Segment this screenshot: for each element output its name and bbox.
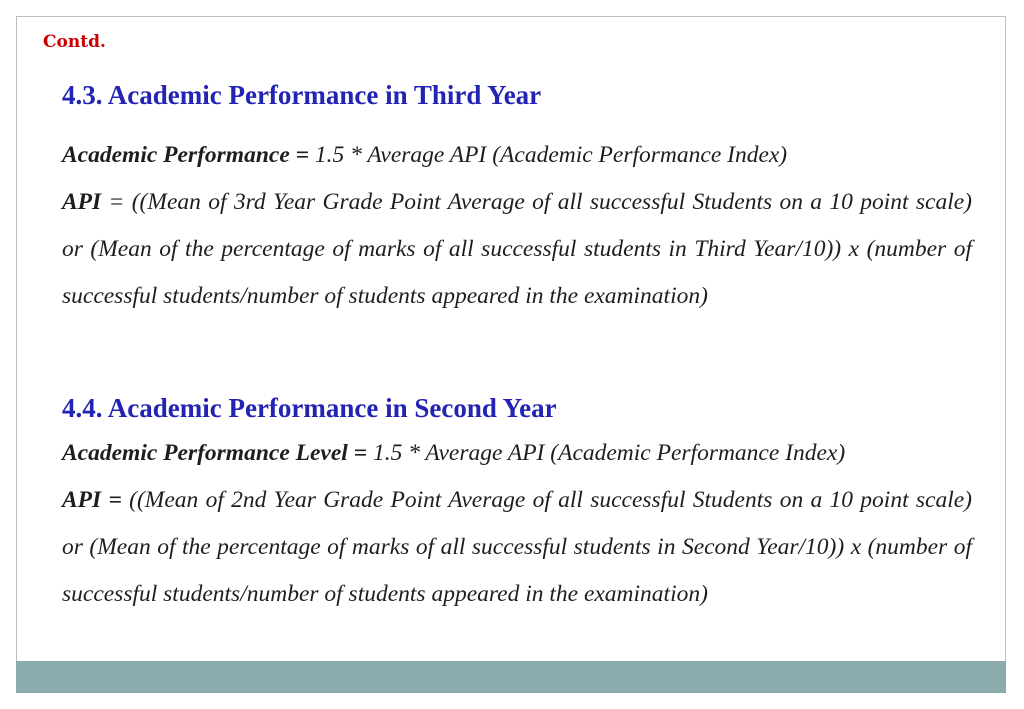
api-label: API = bbox=[62, 487, 122, 513]
api-label: API bbox=[62, 189, 102, 215]
footer-bar bbox=[16, 661, 1006, 693]
formula-second-year bbox=[62, 430, 972, 477]
api-definition-second-year bbox=[62, 477, 972, 618]
api-text: = ((Mean of 3rd Year Grade Point Average of all successful Students on a 10 point scale) or (Mean of the percentage of marks of all successful students in Third Year/10)) x (number of successful students/number of students appeared in the examination) bbox=[62, 189, 972, 309]
section-heading-third-year: 4.3. Academic Performance in Third Year bbox=[62, 80, 542, 110]
api-definition-third-year bbox=[62, 179, 972, 320]
formula-label: Academic Performance Level = bbox=[62, 440, 368, 466]
section-heading-second-year: 4.4. Academic Performance in Second Year bbox=[62, 393, 557, 423]
formula-label: Academic Performance = bbox=[62, 142, 310, 168]
formula-text: 1.5 * Average API (Academic Performance Index) bbox=[309, 142, 788, 168]
api-text: ((Mean of 2nd Year Grade Point Average of all successful Students on a 10 point scale) or (Mean of the percentage of marks of all successful students in Second Year/10)) x (number of successful students/number of students appeared in the examination) bbox=[62, 487, 972, 607]
contd-label: Contd. bbox=[43, 32, 106, 52]
formula-third-year bbox=[62, 132, 972, 179]
formula-text: 1.5 * Average API (Academic Performance Index) bbox=[367, 440, 846, 466]
